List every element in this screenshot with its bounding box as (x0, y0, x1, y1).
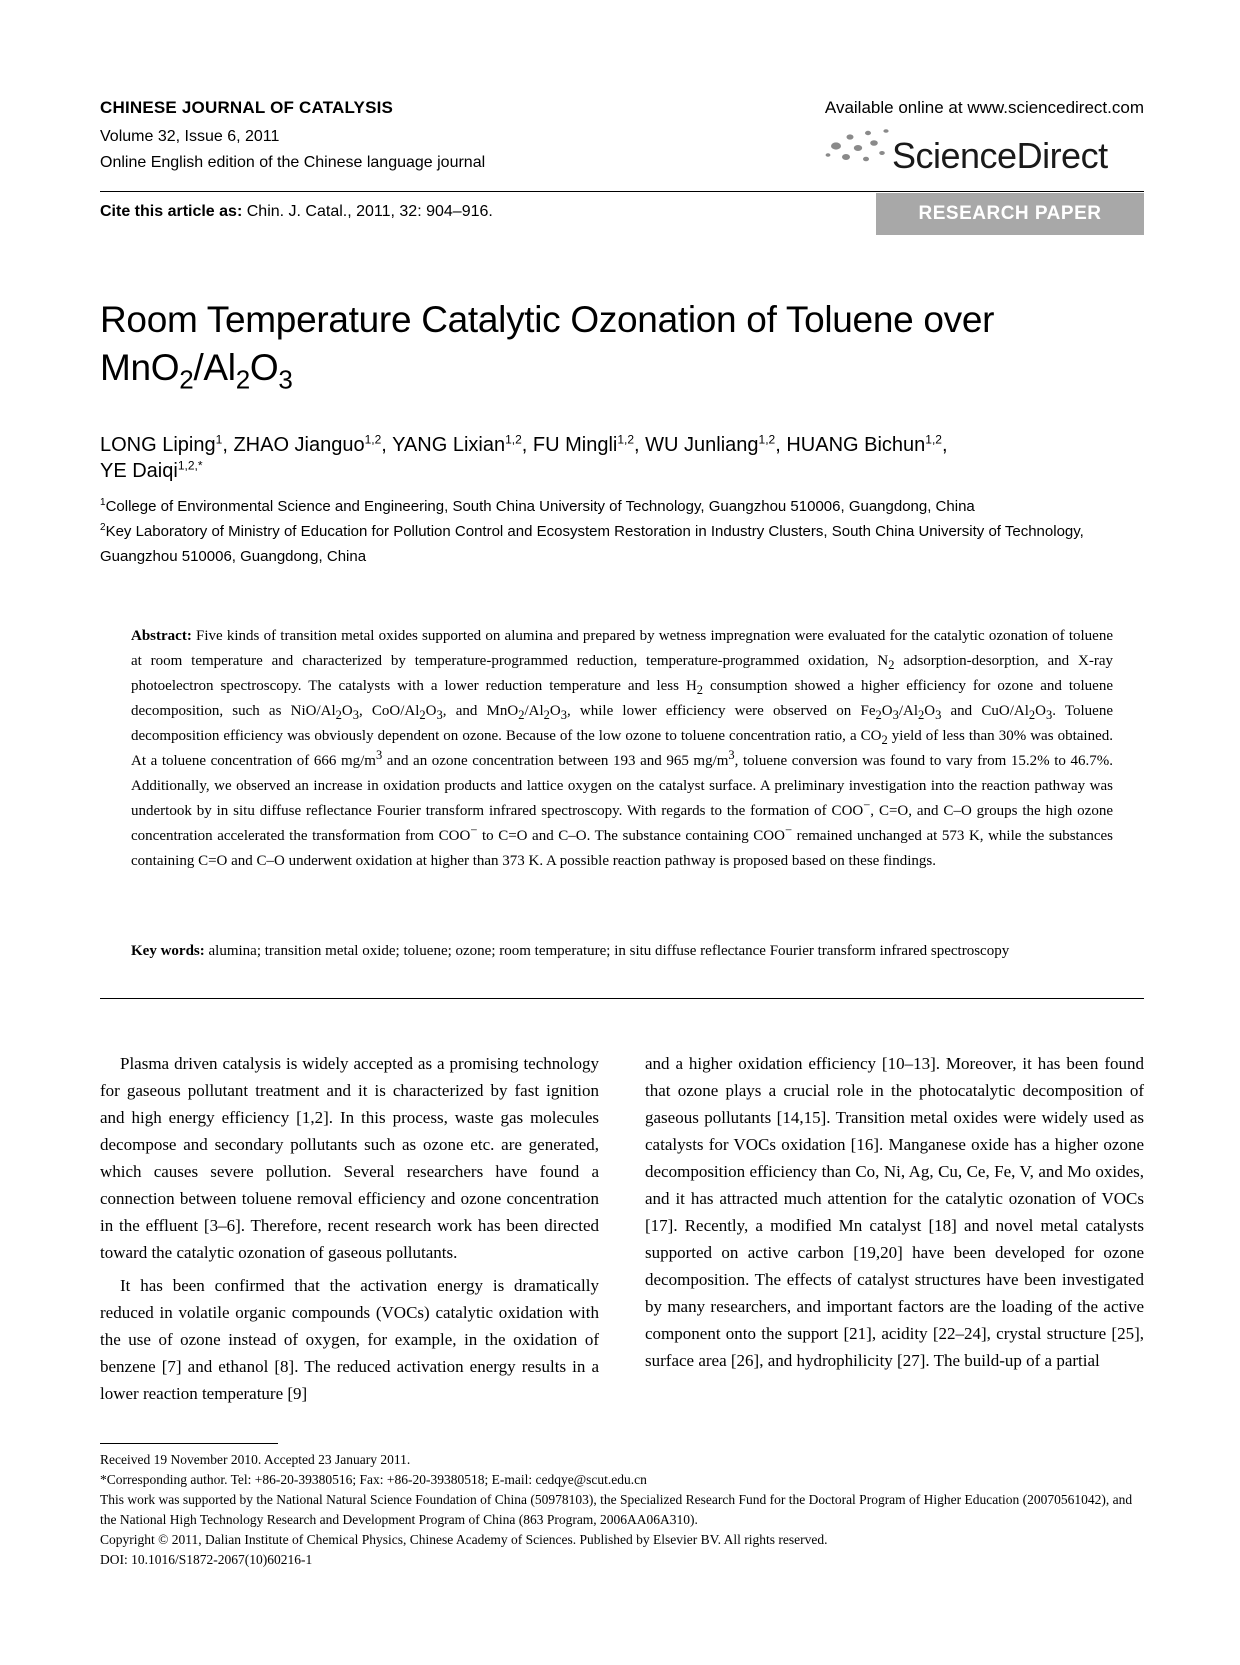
author-name: ZHAO Jianguo (233, 434, 365, 456)
journal-edition: Online English edition of the Chinese language journal (100, 154, 486, 171)
body-column-right (645, 1050, 1144, 1374)
article-type-badge: RESEARCH PAPER (876, 193, 1144, 235)
abstract-divider (100, 998, 1144, 999)
received-dates: Received 19 November 2010. Accepted 23 January 2011. (100, 1452, 411, 1467)
body-column-left (100, 1050, 599, 1407)
journal-name: CHINESE JOURNAL OF CATALYSIS (100, 98, 394, 117)
header-divider (100, 191, 1144, 192)
title-line-1: Room Temperature Catalytic Ozonation of Toluene over (100, 299, 995, 340)
author-name: FU Mingli (532, 434, 618, 456)
author-name: LONG Liping (100, 434, 216, 456)
abstract-text: Five kinds of transition metal oxides supported on alumina and prepared by wetness impregnation were evaluated for the catalytic ozonation of toluene at room temperature and characterized by temperature-programmed reduction, temperature-programmed oxidation, $N_2$ adsorption-desorption, and X-ray photoelectron spectroscopy. The catalysts with a lower reduction temperature and less $H_2$ consumption showed a higher efficiency for ozone and toluene decomposition, such as NiO/$Al_2O_3$, CoO/$Al_2O_3$, and $MnO_2/Al_2O_3$, while lower efficiency were observed on $Fe_2O_3/Al_2O_3$ and CuO/$Al_2O_3$. Toluene decomposition efficiency was obviously dependent on ozone. Because of the low ozone to toluene concentration ratio, a $CO_2$ yield of less than 30% was obtained. At a toluene concentration of 666 $mg/m^3$ and an ozone concentration between 193 and 965 $mg/m^3$, toluene conversion was found to vary from 15.2% to 46.7%. Additionally, we observed an increase in oxidation products and lattice oxygen on the catalyst surface. A preliminary investigation into the reaction pathway was undertook by in situ diffuse reflectance Fourier transform infrared spectroscopy. With regards to the formation of COO−, C=O, and C–O groups the high ozone concentration accelerated the transformation from COO− to C=O and C–O. The substance containing COO− remained unchanged at 573 K, while the substances containing C=O and C–O underwent oxidation at higher than 373 K. A possible reaction pathway is proposed based on these findings. (131, 628, 1114, 869)
available-online-link[interactable]: Available online at www.sciencedirect.com (824, 98, 1144, 117)
keywords-label: Key words: (131, 943, 205, 959)
body-paragraph: It has been confirmed that the activation energy is dramatically reduced in volatile organic compounds (VOCs) catalytic oxidation with the use of ozone instead of oxygen, for example, in the oxidation of benzene [7] and ethanol [8]. The reduced activation energy results in a lower reaction temperature [9] (100, 1276, 599, 1403)
affiliation-1: $^1$College of Environmental Science and Engineering, South China University of Technology, Guangzhou 510006, Guangdong, China (100, 497, 975, 515)
journal-volume: Volume 32, Issue 6, 2011 (100, 128, 280, 145)
author-name: WU Junliang (645, 434, 759, 456)
author-name: HUANG Bichun (786, 434, 926, 456)
abstract-label: Abstract: (131, 628, 192, 644)
copyright: Copyright © 2011, Dalian Institute of Chemical Physics, Chinese Academy of Sciences. Published by Elsevier BV. All rights reserved. (100, 1532, 828, 1547)
affiliation-2: $^2$Key Laboratory of Ministry of Education for Pollution Control and Ecosystem Restoration in Industry Clusters, South China University of Technology, Guangzhou 510006, Guangdong, China (100, 522, 1084, 565)
funding-note: This work was supported by the National Natural Science Foundation of China (50978103), the Specialized Research Fund for the Doctoral Program of Higher Education (20070561042), and the National High Technology Research and Development Program of China (863 Program, 2006AA06A310). (100, 1492, 1133, 1527)
corresponding-author: *Corresponding author. Tel: +86-20-39380516; Fax: +86-20-39380518; E-mail: cedqye@scut.edu.cn (100, 1472, 647, 1487)
sciencedirect-logo-text: ScienceDirect (892, 135, 1108, 176)
keywords (131, 939, 1113, 964)
cite-value: Chin. J. Catal., 2011, 32: 904–916. (246, 203, 493, 220)
footnote-divider (100, 1443, 278, 1444)
body-paragraph: and a higher oxidation efficiency [10–13]. Moreover, it has been found that ozone plays a crucial role in the photocatalytic decomposition of gaseous pollutants [14,15]. Transition metal oxides were widely used as catalysts for VOCs oxidation [16]. Manganese oxide has a higher ozone decomposition efficiency than Co, Ni, Ag, Cu, Ce, Fe, V, and Mo oxides, and it has attracted much attention for the catalytic ozonation of VOCs [17]. Recently, a modified Mn catalyst [18] and novel metal catalysts supported on active carbon [19,20] have been developed for ozone decomposition. The effects of catalyst structures have been investigated by many researchers, and important factors are the loading of the active component onto the support [21], acidity [22–24], crystal structure [25], surface area [26], and hydrophilicity [27]. The build-up of a partial (645, 1054, 1144, 1370)
keywords-text: alumina; transition metal oxide; toluene; ozone; room temperature; in situ diffuse reflectance Fourier transform infrared spectroscopy (208, 943, 1010, 959)
abstract (131, 624, 1113, 874)
doi[interactable]: DOI: 10.1016/S1872-2067(10)60216-1 (100, 1552, 313, 1567)
cite-label: Cite this article as: (100, 203, 243, 220)
citation (100, 203, 493, 221)
body-paragraph: Plasma driven catalysis is widely accepted as a promising technology for gaseous pollutant treatment and it is characterized by fast ignition and high energy efficiency [1,2]. In this process, waste gas molecules decompose and secondary pollutants such as ozone etc. are generated, which causes severe pollution. Several researchers have found a connection between toluene removal efficiency and ozone concentration in the effluent [3–6]. Therefore, recent research work has been directed toward the catalytic ozonation of gaseous pollutants. (100, 1054, 599, 1262)
author-list: LONG Liping$^1$, ZHAO Jianguo$^{1,2}$, YANG Lixian$^{1,2}$, FU Mingli$^{1,2}$, WU Junliang$^{1,2}$, HUANG Bichun$^{1,2}$, YE Daiqi$^{1,2,*}$ (100, 432, 948, 482)
author-name: YANG Lixian (392, 434, 506, 456)
title-line-2: $MnO_2/Al_2O_3$ (100, 347, 293, 395)
footnotes (100, 1450, 1144, 1570)
article-title (100, 296, 1150, 395)
author-name: YE Daiqi (100, 460, 178, 482)
